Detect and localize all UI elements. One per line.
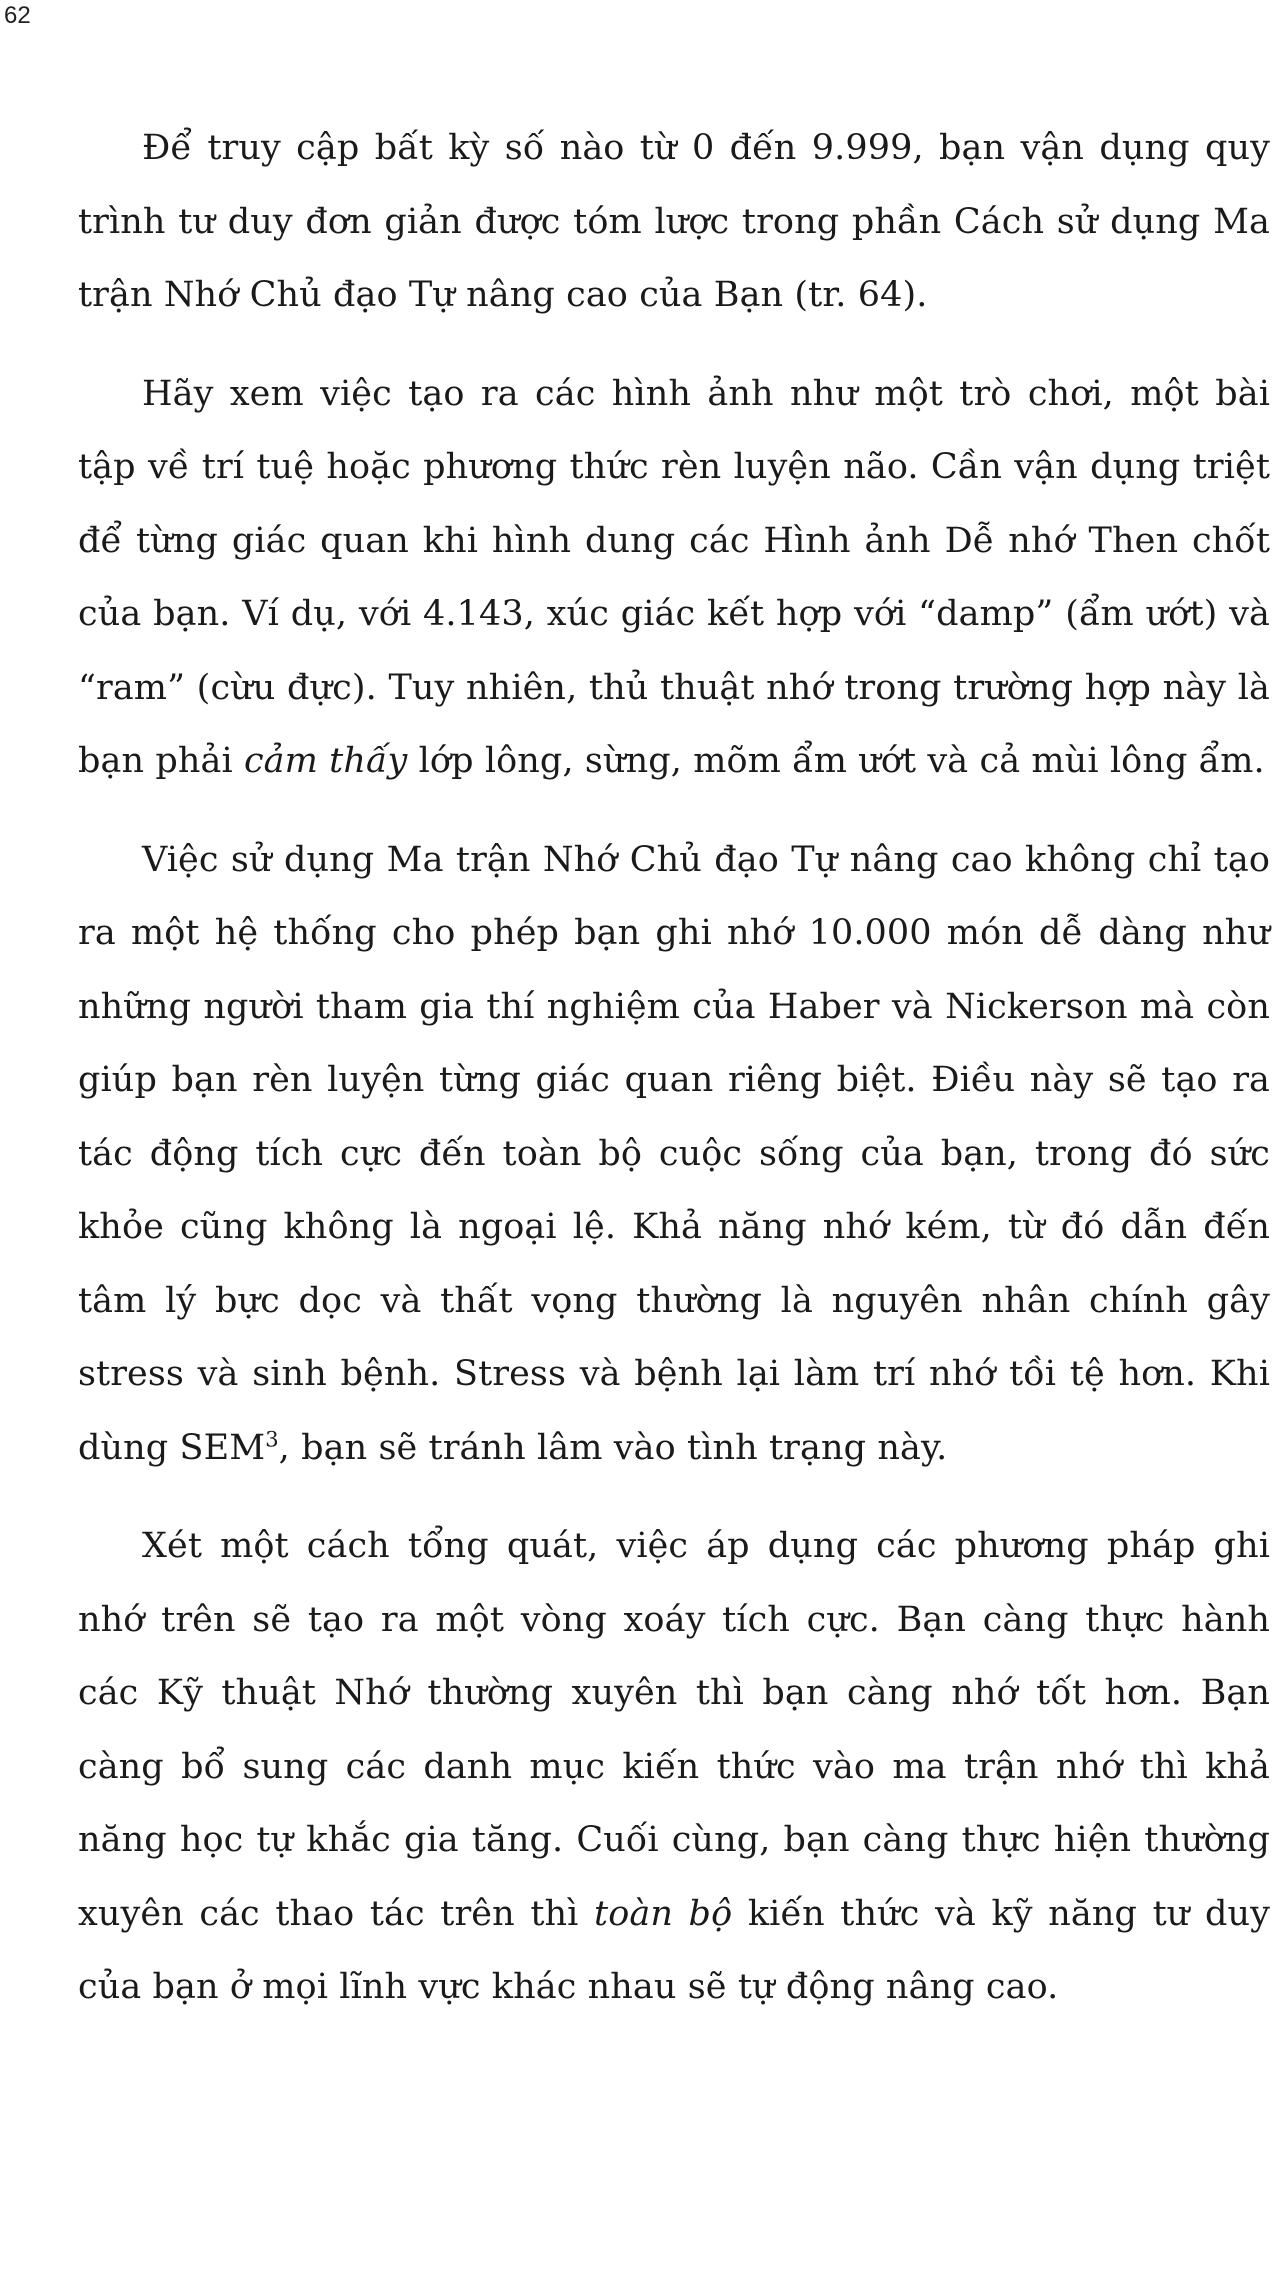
paragraph-text: kiến thức và kỹ năng tư duy của bạn ở mọi lĩnh vực khác nhau sẽ tự động nâng cao. xyxy=(78,1893,1270,2007)
paragraph-text: lớp lông, sừng, mõm ẩm ướt và cả mùi lông ẩm. xyxy=(407,741,1265,781)
page-number: 62 xyxy=(4,2,31,29)
superscript: 3 xyxy=(265,1426,279,1451)
paragraph-text: , bạn sẽ tránh lâm vào tình trạng này. xyxy=(278,1427,948,1468)
paragraph xyxy=(78,112,1270,333)
paragraph xyxy=(78,358,1270,799)
paragraph-text: Xét một cách tổng quát, việc áp dụng các phương pháp ghi nhớ trên sẽ tạo ra một vòng xoáy tích cực. Bạn càng thực hành các Kỹ thuật Nhớ thường xuyên thì bạn càng nhớ tốt hơn. Bạn càng bổ sung các danh mục kiến thức vào ma trận nhớ thì khả năng học tự khắc gia tăng. Cuối cùng, bạn càng thực hiện thường xuyên các thao tác trên thì xyxy=(78,1526,1270,1934)
paragraph xyxy=(78,1510,1270,2025)
emphasis-text: cảm thấy xyxy=(243,741,408,781)
paragraph xyxy=(78,824,1270,1486)
paragraph-text: Hãy xem việc tạo ra các hình ảnh như một trò chơi, một bài tập về trí tuệ hoặc phương thức rèn luyện não. Cần vận dụng triệt để từng giác quan khi hình dung các Hình ảnh Dễ nhớ Then chốt của bạn. Ví dụ, với 4.143, xúc giác kết hợp với “damp” (ẩm ướt) và “ram” (cừu đực). Tuy nhiên, thủ thuật nhớ trong trường hợp này là bạn phải xyxy=(78,373,1270,781)
emphasis-text: toàn bộ xyxy=(594,1893,733,1934)
paragraph-text: Để truy cập bất kỳ số nào từ 0 đến 9.999, bạn vận dụng quy trình tư duy đơn giản được tóm lược trong phần Cách sử dụng Ma trận Nhớ Chủ đạo Tự nâng cao của Bạn (tr. 64). xyxy=(78,128,1270,315)
page-body xyxy=(78,112,1270,2050)
paragraph-text: Việc sử dụng Ma trận Nhớ Chủ đạo Tự nâng cao không chỉ tạo ra một hệ thống cho phép bạn ghi nhớ 10.000 món dễ dàng như những người tham gia thí nghiệm của Haber và Nickerson mà còn giúp bạn rèn luyện từng giác quan riêng biệt. Điều này sẽ tạo ra tác động tích cực đến toàn bộ cuộc sống của bạn, trong đó sức khỏe cũng không là ngoại lệ. Khả năng nhớ kém, từ đó dẫn đến tâm lý bực dọc và thất vọng thường là nguyên nhân chính gây stress và sinh bệnh. Stress và bệnh lại làm trí nhớ tồi tệ hơn. Khi dùng SEM xyxy=(78,839,1270,1468)
